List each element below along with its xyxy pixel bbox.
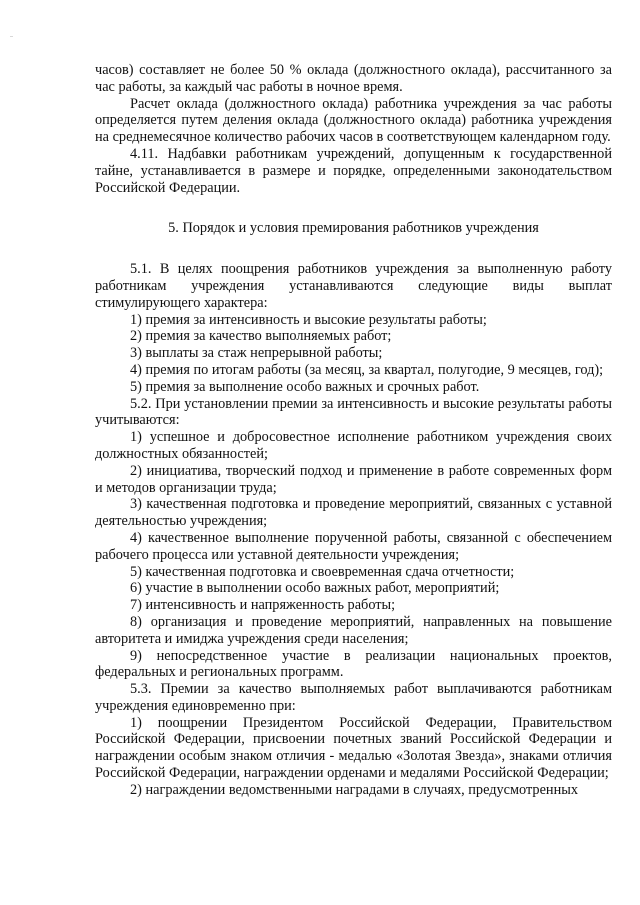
scan-speck (10, 36, 13, 37)
section-5-heading: 5. Порядок и условия премирования работников учреждения (168, 220, 539, 237)
list-item-5-2-4: 4) качественное выполнение порученной работы, связанной с обеспечением рабочего процесса или уставной деятельности учреждения; (95, 529, 612, 563)
list-item-5-1-5: 5) премия за выполнение особо важных и срочных работ. (130, 378, 480, 395)
list-item-5-2-8: 8) организация и проведение мероприятий, направленных на повышение авторитета и имиджа учреждения среди населения; (95, 613, 612, 647)
list-item-5-2-6: 6) участие в выполнении особо важных работ, мероприятий; (130, 580, 500, 597)
list-item-5-1-3: 3) выплаты за стаж непрерывной работы; (130, 345, 383, 362)
list-item-5-2-2: 2) инициатива, творческий подход и применение в работе современных форм и методов организации труда; (95, 462, 612, 496)
list-item-5-1-1: 1) премия за интенсивность и высокие результаты работы; (130, 311, 487, 328)
list-item-5-2-1: 1) успешное и добросовестное исполнение работником учреждения своих должностных обязанностей; (95, 429, 612, 462)
paragraph-night-work-continuation: часов) составляет не более 50 % оклада (должностного оклада), рассчитанного за час работы, за каждый час работы в ночное время. (95, 62, 612, 95)
list-item-5-2-7: 7) интенсивность и напряженность работы; (130, 597, 396, 614)
document-page (95, 62, 612, 799)
list-item-5-2-5: 5) качественная подготовка и своевременная сдача отчетности; (130, 563, 515, 580)
paragraph-5-1-intro: 5.1. В целях поощрения работников учреждения за выполненную работу работникам учреждения устанавливаются следующие виды выплат стимулирующего характера: (95, 261, 612, 311)
paragraph-hourly-rate-calculation: Расчет оклада (должностного оклада) работника учреждения за час работы определяется путем деления оклада (должностного оклада) работника учреждения на среднемесячное количество рабочих часов в соответствующем календарном году. (95, 95, 612, 146)
paragraph-5-3-intro: 5.3. Премии за качество выполняемых работ выплачиваются работникам учреждения единовременно при: (95, 681, 612, 714)
list-item-5-2-9: 9) непосредственное участие в реализации национальных проектов, федеральных и региональных программ. (95, 647, 612, 681)
list-item-5-3-2: 2) награждении ведомственными наградами в случаях, предусмотренных (130, 781, 578, 798)
list-item-5-3-1: 1) поощрении Президентом Российской Федерации, Правительством Российской Федерации, присвоении почетных званий Российской Федерации и награждении особым знаком отличия - медалью «Золотая Звезда», знаками отличия Российской Федерации, награждении орденами и медалями Российской Федерации; (95, 714, 612, 782)
paragraph-4-11: 4.11. Надбавки работникам учреждений, допущенным к государственной тайне, устанавливается в размере и порядке, определенными законодательством Российской Федерации. (95, 145, 612, 196)
paragraph-5-2-intro: 5.2. При установлении премии за интенсивность и высокие результаты работы учитываются: (95, 395, 612, 429)
list-item-5-2-3: 3) качественная подготовка и проведение мероприятий, связанных с уставной деятельностью учреждения; (95, 496, 612, 530)
list-item-5-1-2: 2) премия за качество выполняемых работ; (130, 328, 392, 345)
list-item-5-1-4: 4) премия по итогам работы (за месяц, за квартал, полугодие, 9 месяцев, год); (130, 361, 604, 378)
